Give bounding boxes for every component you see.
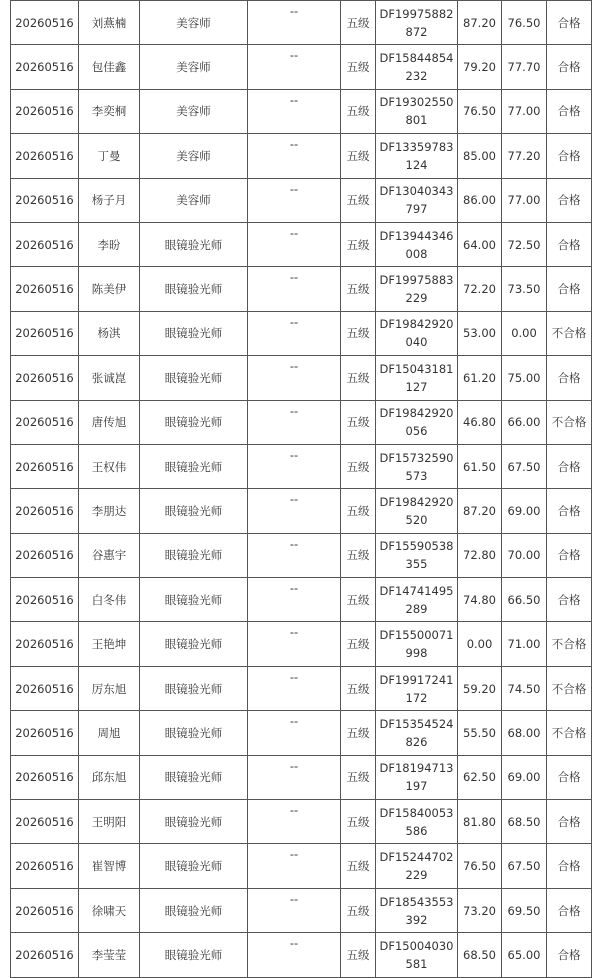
cell-date: 20260516 bbox=[11, 622, 79, 666]
cell-cert-id: DF15354524826 bbox=[376, 711, 458, 755]
cell-result: 合格 bbox=[547, 933, 592, 977]
cell-score-theory: 46.80 bbox=[458, 400, 502, 444]
cell-name: 陈美伊 bbox=[79, 267, 140, 311]
cell-date: 20260516 bbox=[11, 489, 79, 533]
cell-result: 合格 bbox=[547, 444, 592, 488]
cell-cert-id: DF19842920520 bbox=[376, 489, 458, 533]
cell-cert-id: DF13040343797 bbox=[376, 178, 458, 222]
table-row bbox=[11, 622, 592, 666]
cell-score-practical: 66.50 bbox=[502, 578, 547, 622]
cell-result: 合格 bbox=[547, 45, 592, 89]
table-row bbox=[11, 888, 592, 932]
cell-result: 合格 bbox=[547, 222, 592, 266]
cell-cert-id: DF15844854232 bbox=[376, 45, 458, 89]
cell-occupation: 眼镜验光师 bbox=[140, 711, 248, 755]
cell-occupation: 眼镜验光师 bbox=[140, 622, 248, 666]
cell-result: 合格 bbox=[547, 267, 592, 311]
cell-name: 白冬伟 bbox=[79, 578, 140, 622]
cell-date: 20260516 bbox=[11, 755, 79, 799]
cell-level: 五级 bbox=[341, 267, 376, 311]
cell-score-theory: 81.80 bbox=[458, 800, 502, 844]
cell-occupation: 眼镜验光师 bbox=[140, 489, 248, 533]
results-table bbox=[10, 0, 592, 978]
cell-placeholder: -- bbox=[248, 622, 341, 666]
cell-name: 邱东旭 bbox=[79, 755, 140, 799]
cell-level: 五级 bbox=[341, 311, 376, 355]
cell-level: 五级 bbox=[341, 888, 376, 932]
cell-cert-id: DF13944346008 bbox=[376, 222, 458, 266]
table-row bbox=[11, 844, 592, 888]
cell-result: 不合格 bbox=[547, 622, 592, 666]
cell-name: 杨子月 bbox=[79, 178, 140, 222]
cell-date: 20260516 bbox=[11, 400, 79, 444]
cell-occupation: 眼镜验光师 bbox=[140, 755, 248, 799]
cell-occupation: 眼镜验光师 bbox=[140, 578, 248, 622]
cell-cert-id: DF19842920056 bbox=[376, 400, 458, 444]
cell-date: 20260516 bbox=[11, 1, 79, 45]
cell-name: 张诚崑 bbox=[79, 356, 140, 400]
table-row bbox=[11, 755, 592, 799]
cell-cert-id: DF19975882872 bbox=[376, 1, 458, 45]
table-row bbox=[11, 800, 592, 844]
cell-date: 20260516 bbox=[11, 178, 79, 222]
cell-placeholder: -- bbox=[248, 666, 341, 710]
cell-cert-id: DF14741495289 bbox=[376, 578, 458, 622]
cell-result: 合格 bbox=[547, 356, 592, 400]
cell-date: 20260516 bbox=[11, 933, 79, 977]
cell-result: 合格 bbox=[547, 489, 592, 533]
cell-name: 崔智博 bbox=[79, 844, 140, 888]
cell-name: 唐传旭 bbox=[79, 400, 140, 444]
cell-date: 20260516 bbox=[11, 311, 79, 355]
cell-name: 王权伟 bbox=[79, 444, 140, 488]
cell-cert-id: DF13359783124 bbox=[376, 134, 458, 178]
cell-result: 不合格 bbox=[547, 311, 592, 355]
cell-date: 20260516 bbox=[11, 45, 79, 89]
cell-score-practical: 71.00 bbox=[502, 622, 547, 666]
cell-date: 20260516 bbox=[11, 800, 79, 844]
cell-result: 不合格 bbox=[547, 711, 592, 755]
cell-score-theory: 62.50 bbox=[458, 755, 502, 799]
cell-result: 合格 bbox=[547, 800, 592, 844]
cell-score-theory: 59.20 bbox=[458, 666, 502, 710]
cell-score-practical: 70.00 bbox=[502, 533, 547, 577]
cell-placeholder: -- bbox=[248, 267, 341, 311]
cell-level: 五级 bbox=[341, 356, 376, 400]
table-row bbox=[11, 45, 592, 89]
cell-score-theory: 72.80 bbox=[458, 533, 502, 577]
cell-occupation: 眼镜验光师 bbox=[140, 267, 248, 311]
cell-result: 不合格 bbox=[547, 666, 592, 710]
table-row bbox=[11, 89, 592, 133]
table-row bbox=[11, 222, 592, 266]
cell-level: 五级 bbox=[341, 844, 376, 888]
cell-result: 合格 bbox=[547, 89, 592, 133]
table-body bbox=[11, 1, 592, 978]
cell-occupation: 眼镜验光师 bbox=[140, 311, 248, 355]
cell-score-theory: 73.20 bbox=[458, 888, 502, 932]
cell-placeholder: -- bbox=[248, 444, 341, 488]
table-row bbox=[11, 134, 592, 178]
cell-score-practical: 68.50 bbox=[502, 800, 547, 844]
cell-score-practical: 72.50 bbox=[502, 222, 547, 266]
cell-result: 合格 bbox=[547, 178, 592, 222]
cell-occupation: 眼镜验光师 bbox=[140, 222, 248, 266]
cell-name: 李莹莹 bbox=[79, 933, 140, 977]
table-row bbox=[11, 489, 592, 533]
cell-name: 李昐 bbox=[79, 222, 140, 266]
cell-date: 20260516 bbox=[11, 267, 79, 311]
table-row bbox=[11, 533, 592, 577]
cell-score-practical: 68.00 bbox=[502, 711, 547, 755]
cell-result: 合格 bbox=[547, 888, 592, 932]
cell-score-practical: 77.20 bbox=[502, 134, 547, 178]
table-row bbox=[11, 578, 592, 622]
cell-cert-id: DF15732590573 bbox=[376, 444, 458, 488]
cell-name: 谷惠宇 bbox=[79, 533, 140, 577]
cell-score-theory: 64.00 bbox=[458, 222, 502, 266]
cell-result: 合格 bbox=[547, 134, 592, 178]
cell-placeholder: -- bbox=[248, 89, 341, 133]
cell-name: 厉东旭 bbox=[79, 666, 140, 710]
cell-result: 合格 bbox=[547, 844, 592, 888]
cell-placeholder: -- bbox=[248, 400, 341, 444]
cell-score-practical: 74.50 bbox=[502, 666, 547, 710]
cell-score-practical: 66.00 bbox=[502, 400, 547, 444]
cell-placeholder: -- bbox=[248, 178, 341, 222]
cell-level: 五级 bbox=[341, 178, 376, 222]
cell-score-theory: 87.20 bbox=[458, 489, 502, 533]
cell-occupation: 美容师 bbox=[140, 1, 248, 45]
cell-level: 五级 bbox=[341, 1, 376, 45]
cell-result: 不合格 bbox=[547, 400, 592, 444]
cell-placeholder: -- bbox=[248, 1, 341, 45]
cell-placeholder: -- bbox=[248, 578, 341, 622]
cell-placeholder: -- bbox=[248, 533, 341, 577]
cell-placeholder: -- bbox=[248, 222, 341, 266]
cell-score-practical: 65.00 bbox=[502, 933, 547, 977]
cell-score-theory: 76.50 bbox=[458, 89, 502, 133]
cell-placeholder: -- bbox=[248, 800, 341, 844]
cell-occupation: 眼镜验光师 bbox=[140, 666, 248, 710]
cell-score-theory: 61.50 bbox=[458, 444, 502, 488]
cell-score-theory: 61.20 bbox=[458, 356, 502, 400]
cell-score-practical: 76.50 bbox=[502, 1, 547, 45]
table-row bbox=[11, 178, 592, 222]
cell-level: 五级 bbox=[341, 444, 376, 488]
cell-cert-id: DF15004030581 bbox=[376, 933, 458, 977]
cell-occupation: 眼镜验光师 bbox=[140, 800, 248, 844]
cell-placeholder: -- bbox=[248, 711, 341, 755]
table-row bbox=[11, 444, 592, 488]
cell-score-theory: 85.00 bbox=[458, 134, 502, 178]
cell-date: 20260516 bbox=[11, 844, 79, 888]
cell-date: 20260516 bbox=[11, 222, 79, 266]
cell-occupation: 美容师 bbox=[140, 89, 248, 133]
cell-placeholder: -- bbox=[248, 888, 341, 932]
cell-level: 五级 bbox=[341, 933, 376, 977]
cell-cert-id: DF15590538355 bbox=[376, 533, 458, 577]
cell-level: 五级 bbox=[341, 134, 376, 178]
cell-result: 合格 bbox=[547, 533, 592, 577]
cell-score-practical: 67.50 bbox=[502, 444, 547, 488]
cell-name: 包佳鑫 bbox=[79, 45, 140, 89]
table-row bbox=[11, 711, 592, 755]
cell-score-practical: 77.00 bbox=[502, 89, 547, 133]
cell-cert-id: DF19302550801 bbox=[376, 89, 458, 133]
cell-occupation: 眼镜验光师 bbox=[140, 444, 248, 488]
cell-score-theory: 76.50 bbox=[458, 844, 502, 888]
table-row bbox=[11, 356, 592, 400]
cell-cert-id: DF19975883229 bbox=[376, 267, 458, 311]
cell-date: 20260516 bbox=[11, 888, 79, 932]
cell-date: 20260516 bbox=[11, 356, 79, 400]
cell-level: 五级 bbox=[341, 800, 376, 844]
cell-level: 五级 bbox=[341, 578, 376, 622]
cell-result: 合格 bbox=[547, 755, 592, 799]
cell-name: 李奕桐 bbox=[79, 89, 140, 133]
cell-occupation: 眼镜验光师 bbox=[140, 933, 248, 977]
cell-score-practical: 69.00 bbox=[502, 755, 547, 799]
table-row bbox=[11, 666, 592, 710]
cell-cert-id: DF15043181127 bbox=[376, 356, 458, 400]
cell-occupation: 眼镜验光师 bbox=[140, 400, 248, 444]
cell-score-theory: 53.00 bbox=[458, 311, 502, 355]
cell-score-theory: 86.00 bbox=[458, 178, 502, 222]
cell-occupation: 眼镜验光师 bbox=[140, 533, 248, 577]
cell-score-theory: 55.50 bbox=[458, 711, 502, 755]
cell-score-practical: 69.50 bbox=[502, 888, 547, 932]
cell-level: 五级 bbox=[341, 755, 376, 799]
cell-name: 丁曼 bbox=[79, 134, 140, 178]
cell-name: 杨淇 bbox=[79, 311, 140, 355]
cell-date: 20260516 bbox=[11, 134, 79, 178]
cell-score-theory: 68.50 bbox=[458, 933, 502, 977]
cell-placeholder: -- bbox=[248, 45, 341, 89]
cell-score-practical: 77.00 bbox=[502, 178, 547, 222]
cell-level: 五级 bbox=[341, 622, 376, 666]
cell-level: 五级 bbox=[341, 222, 376, 266]
cell-score-practical: 69.00 bbox=[502, 489, 547, 533]
cell-date: 20260516 bbox=[11, 666, 79, 710]
cell-placeholder: -- bbox=[248, 356, 341, 400]
cell-result: 合格 bbox=[547, 578, 592, 622]
cell-score-theory: 74.80 bbox=[458, 578, 502, 622]
cell-cert-id: DF15840053586 bbox=[376, 800, 458, 844]
cell-level: 五级 bbox=[341, 711, 376, 755]
cell-level: 五级 bbox=[341, 533, 376, 577]
table-row bbox=[11, 1, 592, 45]
cell-cert-id: DF19842920040 bbox=[376, 311, 458, 355]
cell-placeholder: -- bbox=[248, 134, 341, 178]
cell-cert-id: DF18543553392 bbox=[376, 888, 458, 932]
cell-level: 五级 bbox=[341, 45, 376, 89]
cell-score-practical: 75.00 bbox=[502, 356, 547, 400]
cell-occupation: 眼镜验光师 bbox=[140, 356, 248, 400]
cell-date: 20260516 bbox=[11, 444, 79, 488]
cell-cert-id: DF15500071998 bbox=[376, 622, 458, 666]
cell-name: 王明阳 bbox=[79, 800, 140, 844]
cell-level: 五级 bbox=[341, 489, 376, 533]
cell-date: 20260516 bbox=[11, 533, 79, 577]
cell-occupation: 美容师 bbox=[140, 134, 248, 178]
cell-date: 20260516 bbox=[11, 711, 79, 755]
table-row bbox=[11, 933, 592, 977]
cell-level: 五级 bbox=[341, 400, 376, 444]
cell-name: 周旭 bbox=[79, 711, 140, 755]
cell-occupation: 美容师 bbox=[140, 45, 248, 89]
cell-name: 李朋达 bbox=[79, 489, 140, 533]
cell-placeholder: -- bbox=[248, 489, 341, 533]
cell-score-practical: 73.50 bbox=[502, 267, 547, 311]
cell-placeholder: -- bbox=[248, 755, 341, 799]
cell-date: 20260516 bbox=[11, 89, 79, 133]
cell-cert-id: DF15244702229 bbox=[376, 844, 458, 888]
cell-name: 刘燕楠 bbox=[79, 1, 140, 45]
cell-occupation: 眼镜验光师 bbox=[140, 844, 248, 888]
cell-score-theory: 72.20 bbox=[458, 267, 502, 311]
cell-score-practical: 67.50 bbox=[502, 844, 547, 888]
cell-score-theory: 79.20 bbox=[458, 45, 502, 89]
cell-cert-id: DF18194713197 bbox=[376, 755, 458, 799]
cell-name: 王艳坤 bbox=[79, 622, 140, 666]
cell-placeholder: -- bbox=[248, 933, 341, 977]
cell-level: 五级 bbox=[341, 89, 376, 133]
table-row bbox=[11, 267, 592, 311]
table-row bbox=[11, 400, 592, 444]
cell-score-theory: 87.20 bbox=[458, 1, 502, 45]
cell-date: 20260516 bbox=[11, 578, 79, 622]
table-row bbox=[11, 311, 592, 355]
cell-score-practical: 77.70 bbox=[502, 45, 547, 89]
cell-level: 五级 bbox=[341, 666, 376, 710]
cell-occupation: 美容师 bbox=[140, 178, 248, 222]
cell-placeholder: -- bbox=[248, 844, 341, 888]
cell-cert-id: DF19917241172 bbox=[376, 666, 458, 710]
cell-score-practical: 0.00 bbox=[502, 311, 547, 355]
cell-name: 徐啸天 bbox=[79, 888, 140, 932]
cell-occupation: 眼镜验光师 bbox=[140, 888, 248, 932]
cell-result: 合格 bbox=[547, 1, 592, 45]
cell-score-theory: 0.00 bbox=[458, 622, 502, 666]
cell-placeholder: -- bbox=[248, 311, 341, 355]
